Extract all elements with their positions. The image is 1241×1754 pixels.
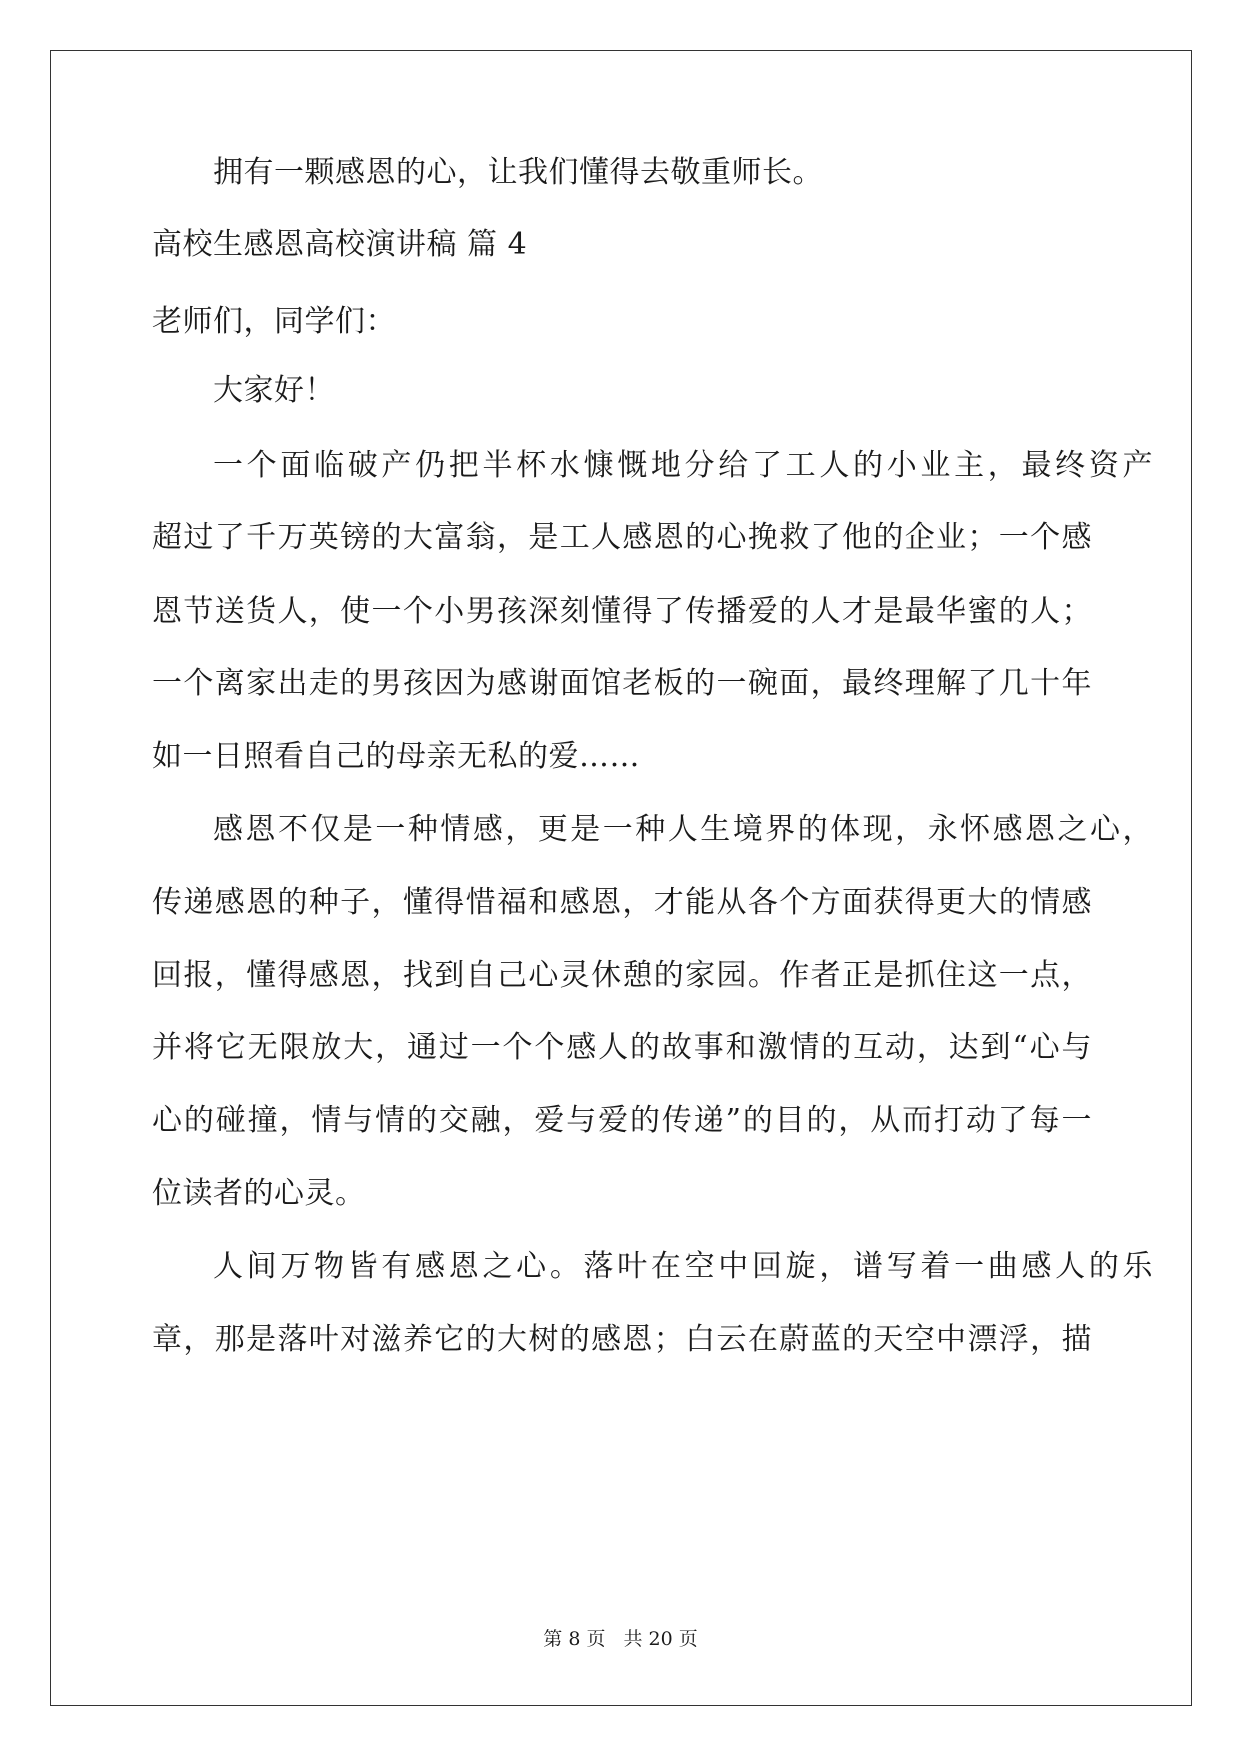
paragraph-line: 位读者的心灵。 — [152, 1176, 366, 1211]
paragraph-line: 如一日照看自己的母亲无私的爱…… — [152, 739, 640, 774]
paragraph-line: 回报，懂得感恩，找到自己心灵休憩的家园。作者正是抓住这一点， — [152, 958, 1092, 993]
paragraph-line: 传递感恩的种子，懂得惜福和感恩，才能从各个方面获得更大的情感 — [152, 885, 1092, 920]
paragraph-line: 并将它无限放大，通过一个个感人的故事和激情的互动，达到“心与 — [152, 1030, 1092, 1065]
paragraph-line: 超过了千万英镑的大富翁，是工人感恩的心挽救了他的企业；一个感 — [152, 520, 1092, 555]
paragraph-line: 心的碰撞，情与情的交融，爱与爱的传递”的目的，从而打动了每一 — [152, 1103, 1092, 1138]
page-number-total: 共 20 页 — [623, 1628, 698, 1650]
paragraph-line: 拥有一颗感恩的心，让我们懂得去敬重师长。 — [213, 155, 823, 190]
paragraph-line: 一个离家出走的男孩因为感谢面馆老板的一碗面，最终理解了几十年 — [152, 666, 1092, 701]
paragraph-line: 恩节送货人，使一个小男孩深刻懂得了传播爱的人才是最华蜜的人； — [152, 594, 1092, 629]
paragraph-line: 一个面临破产仍把半杯水慷慨地分给了工人的小业主，最终资产 — [213, 448, 1153, 483]
paragraph-line: 章，那是落叶对滋养它的大树的感恩；白云在蔚蓝的天空中漂浮，描 — [152, 1322, 1092, 1357]
salutation: 老师们，同学们： — [152, 304, 396, 339]
page-border — [50, 50, 1192, 1706]
paragraph-line: 感恩不仅是一种情感，更是一种人生境界的体现，永怀感恩之心， — [213, 812, 1153, 847]
section-heading: 高校生感恩高校演讲稿 篇 4 — [152, 227, 528, 262]
page-number-current: 第 8 页 — [543, 1628, 606, 1650]
paragraph-line: 人间万物皆有感恩之心。落叶在空中回旋，谱写着一曲感人的乐 — [213, 1249, 1153, 1284]
page-footer — [0, 1627, 1241, 1651]
greeting: 大家好！ — [213, 373, 335, 408]
